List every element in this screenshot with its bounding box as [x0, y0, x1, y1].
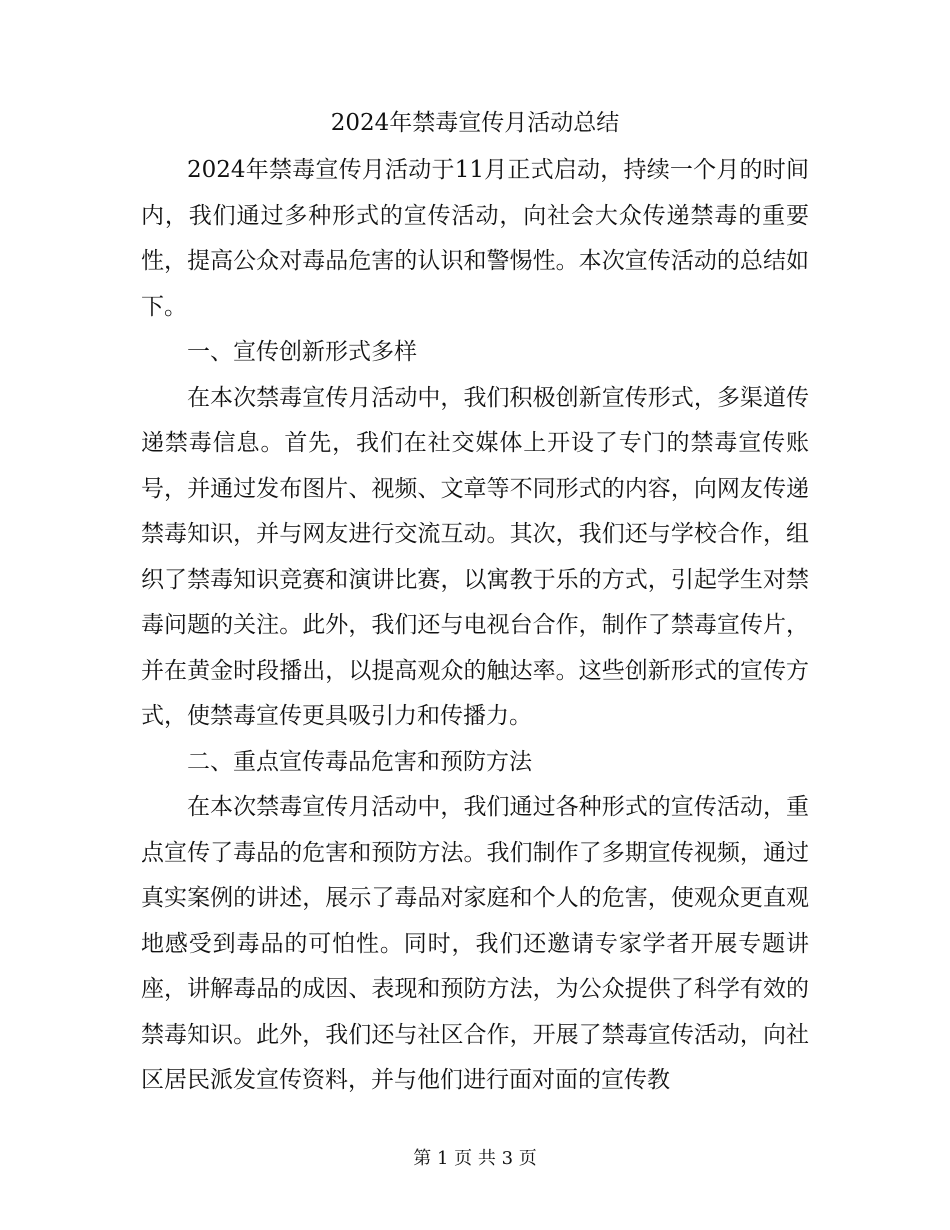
- section-2-paragraph: 在本次禁毒宣传月活动中，我们通过各种形式的宣传活动，重点宣传了毒品的危害和预防方法。我们制作了多期宣传视频，通过真实案例的讲述，展示了毒品对家庭和个人的危害，使观众更直观地感受到毒品的可怕性。同时，我们还邀请专家学者开展专题讲座，讲解毒品的成因、表现和预防方法，为公众提供了科学有效的禁毒知识。此外，我们还与社区合作，开展了禁毒宣传活动，向社区居民派发宣传资料，并与他们进行面对面的宣传教: [141, 794, 809, 1093]
- section-1-paragraph: 在本次禁毒宣传月活动中，我们积极创新宣传形式，多渠道传递禁毒信息。首先，我们在社交媒体上开设了专门的禁毒宣传账号，并通过发布图片、视频、文章等不同形式的内容，向网友传递禁毒知识，并与网友进行交流互动。其次，我们还与学校合作，组织了禁毒知识竞赛和演讲比赛，以寓教于乐的方式，引起学生对禁毒问题的关注。此外，我们还与电视台合作，制作了禁毒宣传片，并在黄金时段播出，以提高观众的触达率。这些创新形式的宣传方式，使禁毒宣传更具吸引力和传播力。: [141, 384, 809, 729]
- section-heading-1: 一、宣传创新形式多样: [187, 339, 417, 365]
- intro-paragraph: 2024年禁毒宣传月活动于11月正式启动，持续一个月的时间内，我们通过多种形式的宣传活动，向社会大众传递禁毒的重要性，提高公众对毒品危害的认识和警惕性。本次宣传活动的总结如下。: [141, 157, 809, 320]
- page-number-footer: 第 1 页 共 3 页: [413, 1148, 537, 1169]
- section-heading-2: 二、重点宣传毒品危害和预防方法: [187, 748, 532, 775]
- document-title: 2024年禁毒宣传月活动总结: [330, 110, 620, 136]
- document-body: [141, 148, 809, 1104]
